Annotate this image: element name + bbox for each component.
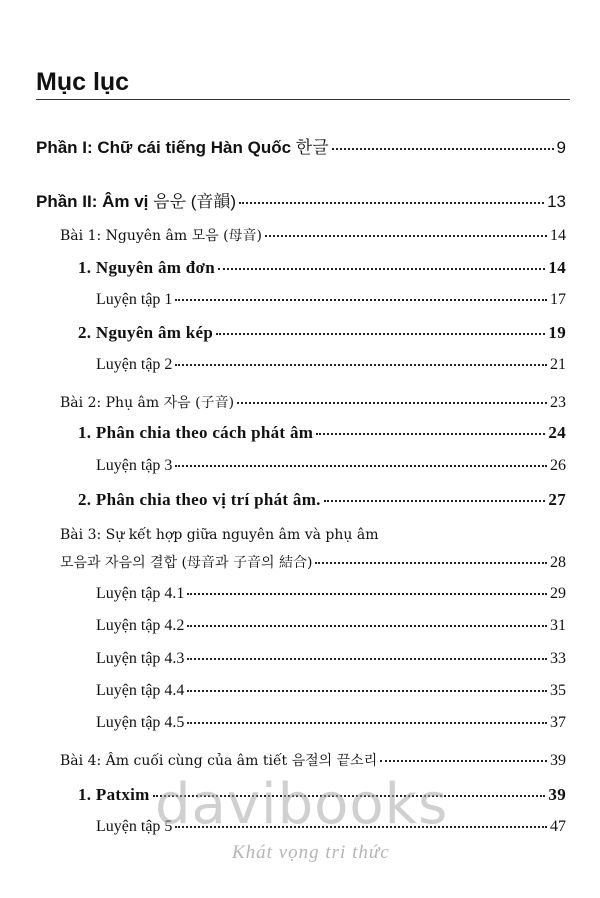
dot-leader	[187, 592, 547, 595]
toc-label: Phần II: Âm vị	[36, 192, 154, 211]
toc-label: Phần I: Chữ cái tiếng Hàn Quốc	[36, 138, 296, 157]
toc-label: Luyện tập 2	[96, 356, 173, 373]
watermark-tagline: Khát vọng tri thức	[232, 842, 390, 863]
toc-page-number: 13	[547, 192, 566, 211]
watermark-brand: davibooks	[155, 772, 449, 837]
toc-entry-part-1	[36, 133, 566, 158]
toc-page-number: 35	[550, 682, 566, 699]
dot-leader	[239, 201, 544, 204]
toc-label: Luyện tập 4.1	[96, 585, 185, 602]
toc-entry-lesson-3-title: Bài 3: Sự kết hợp giữa nguyên âm và phụ âm	[60, 527, 379, 543]
toc-label: Luyện tập 3	[96, 457, 173, 474]
toc-page-number: 21	[550, 356, 566, 373]
page-title: Mục lục	[36, 68, 130, 96]
toc-entry-exercise	[96, 818, 566, 836]
toc-label: Luyện tập 5	[96, 818, 173, 835]
dot-leader	[187, 721, 547, 724]
dot-leader	[380, 759, 547, 762]
toc-entry-section	[78, 785, 566, 805]
toc-label: 2. Phân chia theo vị trí phát âm.	[78, 490, 321, 509]
toc-page-number: 17	[550, 291, 566, 308]
dot-leader	[187, 689, 547, 692]
toc-entry-exercise	[96, 291, 566, 309]
toc-label: 1. Patxim	[78, 785, 150, 804]
toc-label: 모음과 자음의 결합 (母音과 子音의 結合)	[60, 555, 313, 571]
toc-entry-exercise	[96, 714, 566, 732]
toc-entry-exercise	[96, 457, 566, 475]
toc-entry-lesson-3	[60, 552, 566, 572]
dot-leader	[175, 825, 547, 828]
toc-label: Luyện tập 4.3	[96, 650, 185, 667]
toc-page-number: 39	[550, 752, 566, 769]
toc-entry-lesson-4	[60, 750, 566, 770]
toc-entry-exercise	[96, 682, 566, 700]
dot-leader	[175, 464, 547, 467]
toc-entry-exercise	[96, 356, 566, 374]
dot-leader	[187, 624, 547, 627]
toc-page-number: 29	[550, 585, 566, 602]
toc-page-number: 24	[548, 423, 566, 442]
dot-leader	[153, 794, 546, 797]
toc-entry-lesson-1	[60, 225, 566, 245]
toc-page-number: 27	[548, 490, 566, 509]
toc-label: Luyện tập 4.4	[96, 682, 185, 699]
toc-page-number: 14	[550, 227, 566, 244]
dot-leader	[332, 147, 554, 150]
dot-leader	[175, 363, 547, 366]
toc-page-number: 9	[556, 138, 566, 157]
toc-label-korean: 음운 (音韻)	[153, 192, 237, 211]
toc-label: Luyện tập 4.5	[96, 714, 185, 731]
toc-entry-part-2	[36, 187, 566, 212]
toc-entry-lesson-2	[60, 392, 566, 412]
toc-label: Bài 4: Âm cuối cùng của âm tiết 음절의 끝소리	[60, 753, 378, 769]
title-rule	[36, 99, 570, 100]
dot-leader	[175, 298, 547, 301]
toc-page-number: 31	[550, 617, 566, 634]
toc-page-number: 19	[548, 323, 566, 342]
toc-label: 1. Phân chia theo cách phát âm	[78, 423, 314, 442]
toc-entry-section	[78, 323, 566, 343]
toc-entry-exercise	[96, 650, 566, 668]
dot-leader	[316, 432, 545, 435]
toc-page-number: 14	[548, 258, 566, 277]
toc-label: Luyện tập 1	[96, 291, 173, 308]
toc-page-number: 23	[550, 394, 566, 411]
dot-leader	[218, 267, 545, 270]
dot-leader	[187, 657, 547, 660]
toc-label: 1. Nguyên âm đơn	[78, 258, 216, 277]
dot-leader	[324, 499, 546, 502]
dot-leader	[315, 561, 547, 564]
toc-page-number: 28	[550, 554, 566, 571]
toc-label-korean: 한글	[295, 138, 329, 157]
toc-entry-exercise	[96, 585, 566, 603]
toc-entry-exercise	[96, 617, 566, 635]
dot-leader	[216, 332, 545, 335]
toc-page-number: 47	[550, 818, 566, 835]
toc-page-number: 33	[550, 650, 566, 667]
dot-leader	[265, 234, 547, 237]
toc-page-number: 37	[550, 714, 566, 731]
toc-label: Bài 1: Nguyên âm 모음 (母音)	[60, 228, 263, 244]
toc-entry-section	[78, 423, 566, 443]
toc-label: Luyện tập 4.2	[96, 617, 185, 634]
toc-entry-section	[78, 258, 566, 278]
toc-entry-section	[78, 490, 566, 510]
dot-leader	[237, 401, 547, 404]
toc-page-number: 39	[548, 785, 566, 804]
toc-label: 2. Nguyên âm kép	[78, 323, 214, 342]
toc-page-number: 26	[550, 457, 566, 474]
toc-label: Bài 2: Phụ âm 자음 (子音)	[60, 395, 235, 411]
